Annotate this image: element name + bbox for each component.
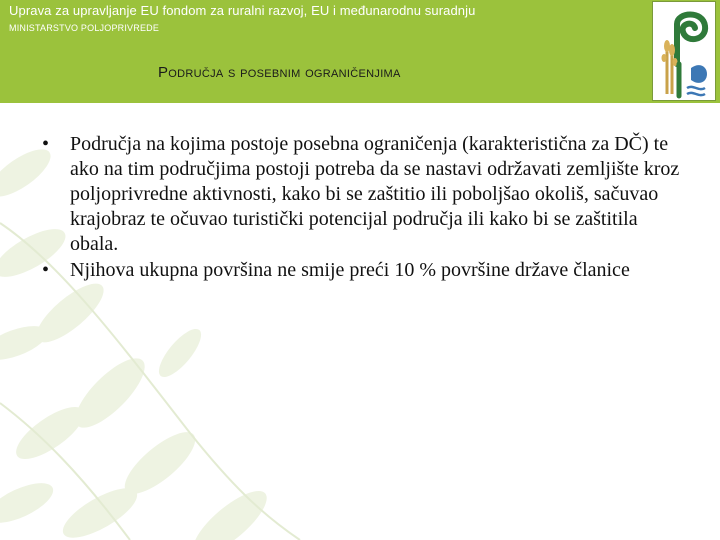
- ministry-name: MINISTARSTVO POLJOPRIVREDE: [9, 23, 160, 33]
- list-item: [42, 132, 682, 257]
- ministry-logo-icon: [653, 2, 717, 102]
- slide-title: Područja s posebnim ograničenjima: [158, 64, 401, 81]
- slide-content: [42, 132, 682, 284]
- bullet-text: Područja na kojima postoje posebna ograničenja (karakteristična za DČ) te ako na tim područjima postoji potreba da se nastavi održavati zemljište kroz poljoprivredne aktivnosti, kako bi se zaštitio ili poboljšao okoliš, sačuvao krajobraz te očuvao turistički potencijal područja ili kako bi se zaštitila obala.: [70, 133, 680, 255]
- bullet-marker: •: [42, 133, 50, 155]
- header-band: [0, 0, 720, 103]
- bullet-marker: •: [42, 259, 50, 281]
- bullet-text: Njihova ukupna površina ne smije preći 10 % površine države članice: [70, 259, 630, 281]
- org-name: Uprava za upravljanje EU fondom za ruralni razvoj, EU i međunarodnu suradnju: [9, 3, 476, 18]
- ministry-logo: [652, 1, 716, 101]
- list-item: [42, 258, 682, 283]
- bullet-list: [42, 132, 682, 283]
